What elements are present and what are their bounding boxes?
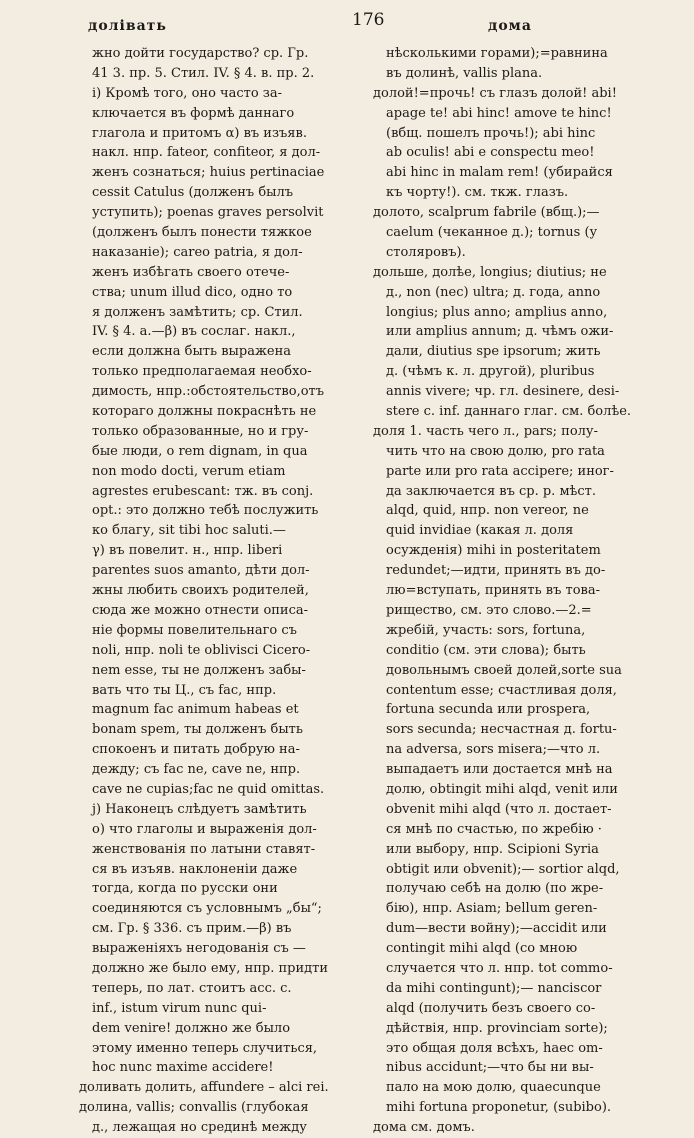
text-line: non modo docti, verum etiam	[92, 463, 286, 479]
text-line: parte или pro rata accipere; иног-	[386, 463, 614, 479]
text-line: чить что на свою долю, pro rata	[386, 443, 605, 459]
text-line: или amplius annum; д. чѣмъ ожи-	[386, 324, 614, 340]
text-line: бію), нпр. Asiam; bellum geren-	[386, 901, 598, 917]
text-line: IV. § 4. а.—β) въ сослаг. накл.,	[92, 324, 296, 340]
text-line: спокоенъ и питать добрую на-	[92, 742, 300, 758]
text-line: noli, нпр. noli te oblivisci Cicero-	[92, 642, 311, 658]
text-line: nibus accidunt;—что бы ни вы-	[386, 1060, 594, 1076]
text-line: сюда же можно отнести описа-	[92, 602, 309, 618]
text-line: уступить); poenas graves persolvit	[92, 205, 324, 221]
text-line: contentum esse; счастливая доля,	[386, 682, 617, 698]
text-line: получаю себѣ на долю (по жре-	[386, 881, 604, 897]
text-line: жны любить своихъ родителей,	[92, 583, 309, 599]
text-line: долото, scalprum fabrile (вбщ.);—	[373, 205, 600, 221]
text-line: доливать долить, affundere – alci rei.	[79, 1080, 329, 1096]
text-line: longius; plus anno; amplius anno,	[386, 304, 608, 320]
header-right-catchword: дома	[488, 18, 532, 34]
text-line: довольнымъ своей долей,sorte sua	[386, 662, 622, 678]
text-line: dem venire! должно же было	[92, 1020, 291, 1036]
text-line: i) Кромѣ того, оно часто за-	[92, 85, 283, 101]
text-line: дѣйствія, нпр. provinciam sorte);	[386, 1020, 608, 1036]
text-line: alqd (получить безъ своего со-	[386, 1000, 596, 1016]
text-line: жребій, участь: sors, fortuna,	[386, 622, 586, 638]
text-line: fortuna secunda или prospera,	[386, 702, 591, 718]
text-line: j) Наконецъ слѣдуетъ замѣтить	[92, 801, 307, 817]
text-line: 41 3. пр. 5. Стил. IV. § 4. в. пр. 2.	[92, 65, 315, 81]
text-line: alqd, quid, нпр. non vereor, ne	[386, 503, 589, 519]
text-line: obtigit или obvenit);— sortior alqd,	[386, 861, 620, 877]
text-line: накл. нпр. fateor, confiteor, я дол-	[92, 145, 321, 161]
text-line: нѣсколькими горами);=равнина	[386, 46, 608, 61]
text-line: inf., istum virum nunc qui-	[92, 1000, 267, 1016]
text-line: magnum fac animum habeas et	[92, 702, 299, 718]
text-line: только предполагаемая необхо-	[92, 364, 312, 380]
text-line: quid invidiae (какая л. доля	[386, 523, 574, 539]
text-line: na adversa, sors misera;—что л.	[386, 742, 601, 758]
text-line: (долженъ былъ понести тяжкое	[92, 225, 312, 241]
text-line: о) что глаголы и выраженія дол-	[92, 821, 317, 837]
text-line: долю, obtingit mihi alqd, venit или	[386, 781, 618, 797]
text-line: теперь, по лат. стоитъ acc. c.	[92, 980, 292, 996]
text-line: выпадаетъ или достается мнѣ на	[386, 762, 613, 778]
text-line: или выбору, нпр. Scipioni Syria	[386, 841, 599, 857]
text-line: дали, diutius spe ipsorum; жить	[386, 344, 601, 360]
left-column	[79, 44, 361, 1138]
text-line: если должна быть выражена	[92, 344, 292, 360]
text-line: дежду; съ fac ne, cave ne, нпр.	[92, 762, 301, 778]
text-line: (вбщ. пошелъ прочь!); abi hinc	[386, 125, 596, 141]
text-line: тогда, когда по русски они	[92, 881, 278, 897]
header-left-catchword: долівать	[88, 18, 167, 34]
text-line: cave ne cupias;fac ne quid omittas.	[92, 781, 325, 797]
text-line: obvenit mihi alqd (что л. достает-	[386, 801, 612, 817]
text-line: д. (чѣмъ к. л. другой), pluribus	[386, 364, 595, 380]
text-line: долой!=прочь! съ глазъ долой! abi!	[373, 85, 617, 101]
text-line: ства; unum illud dico, одно то	[92, 284, 293, 300]
text-line: должно же было ему, нпр. придти	[92, 960, 328, 976]
text-line: осужденія) mihi in posteritatem	[386, 543, 601, 559]
text-line: caelum (чеканное д.); tornus (у	[386, 225, 598, 241]
text-line: mihi fortuna proponetur, (subibo).	[386, 1100, 612, 1116]
text-line: выраженіяхъ негодованія съ —	[92, 941, 306, 957]
text-line: sors secunda; несчастная д. fortu-	[386, 722, 617, 738]
text-line: наказаніе); careo patria, я дол-	[92, 244, 303, 260]
text-line: nem esse, ты не долженъ забы-	[92, 662, 306, 678]
text-line: доля 1. часть чего л., pars; полу-	[373, 423, 598, 439]
text-line: ся мнѣ по счастью, по жребію ·	[386, 821, 602, 837]
text-line: дома см. домъ.	[373, 1120, 475, 1136]
text-line: къ чорту!). см. ткж. глазъ.	[386, 185, 569, 201]
text-line: ключается въ формѣ даннаго	[92, 105, 295, 121]
text-line: hoc nunc maxime accidere!	[92, 1060, 274, 1076]
text-line: котораго должны покраснѣть не	[92, 404, 317, 420]
text-line: случается что л. нпр. tot commo-	[386, 960, 613, 976]
text-line: conditio (см. эти слова); быть	[386, 642, 586, 658]
text-line: лю=вступать, принять въ това-	[386, 583, 600, 599]
text-line: я долженъ замѣтить; ср. Стил.	[92, 304, 303, 320]
text-line: это общая доля всѣхъ, haec om-	[386, 1040, 603, 1056]
text-line: женъ сознаться; huius pertinaciae	[92, 165, 325, 181]
text-line: см. Гр. § 336. съ прим.—β) въ	[92, 921, 292, 937]
text-line: соединяются съ условнымъ „бы“;	[92, 901, 322, 917]
text-line: ab oculis! abi e conspectu meo!	[386, 145, 595, 161]
text-line: въ долинѣ, vallis plana.	[386, 65, 543, 81]
text-line: dum—вести войну);—accidit или	[386, 921, 607, 937]
text-line: столяровъ).	[386, 244, 466, 260]
text-line: ко благу, sit tibi hoc saluti.—	[92, 523, 286, 539]
text-line: γ) въ повелит. н., нпр. liberi	[92, 543, 283, 559]
text-line: д., лежащая но срединѣ между	[92, 1120, 307, 1136]
text-line: жно дойти государство? ср. Гр.	[92, 46, 309, 61]
text-line: stere c. inf. даннаго глаг. см. болѣе.	[386, 404, 632, 420]
text-line: да заключается въ ср. р. мѣст.	[386, 483, 597, 499]
text-line: женствованія по латыни ставят-	[92, 841, 316, 857]
right-column	[373, 44, 665, 1138]
text-line: вать что ты Ц., съ fac, нпр.	[92, 682, 277, 698]
text-line: apage te! abi hinc! amove te hinc!	[386, 105, 612, 121]
text-line: д., non (nec) ultra; д. года, anno	[386, 284, 601, 300]
running-head	[0, 10, 694, 38]
text-line: пало на мою долю, quaecunque	[386, 1080, 601, 1096]
text-line: димость, нпр.:обстоятельство,отъ	[92, 384, 325, 400]
text-line: abi hinc in malam rem! (убирайся	[386, 165, 613, 181]
text-line: agrestes erubescant: тж. въ conj.	[92, 483, 314, 499]
text-line: бые люди, o rem dignam, in qua	[92, 443, 308, 459]
text-line: рищество, см. это слово.—2.=	[386, 602, 592, 618]
text-line: долина, vallis; convallis (глубокая	[79, 1100, 309, 1116]
text-line: redundet;—идти, принять въ до-	[386, 563, 606, 579]
text-line: bonam spem, ты долженъ быть	[92, 722, 303, 738]
text-line: annis vivere; чр. гл. desinere, desi-	[386, 384, 620, 400]
page-number: 176	[352, 10, 385, 30]
text-line: contingit mihi alqd (со мною	[386, 941, 578, 957]
text-line: глагола и притомъ α) въ изъяв.	[92, 125, 307, 141]
text-line: дольше, долѣе, longius; diutius; не	[373, 264, 607, 280]
text-line: opt.: это должно тебѣ послужить	[92, 503, 319, 519]
text-line: этому именно теперь случиться,	[92, 1040, 318, 1056]
text-line: ніе формы повелительнаго съ	[92, 622, 297, 638]
text-line: только образованные, но и гру-	[92, 423, 309, 439]
text-line: da mihi contingunt);— nanciscor	[386, 980, 602, 996]
text-line: cessit Catulus (долженъ былъ	[92, 185, 294, 201]
text-line: parentes suos amanto, дѣти дол-	[92, 563, 310, 579]
text-line: ся въ изъяв. наклоненіи даже	[92, 861, 298, 877]
text-line: женъ избѣгать своего отече-	[92, 264, 290, 280]
